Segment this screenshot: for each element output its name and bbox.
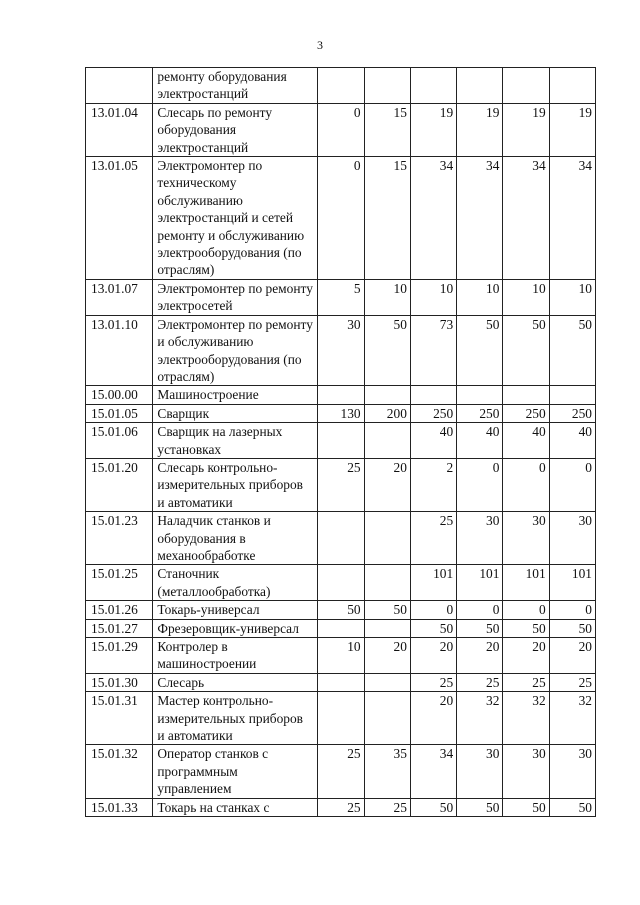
row-value (457, 386, 503, 404)
row-value: 20 (410, 638, 456, 674)
row-value: 50 (503, 315, 549, 386)
row-value: 50 (503, 798, 549, 816)
row-profession-name: ремонту оборудования электростанций (153, 68, 318, 104)
row-value (549, 386, 595, 404)
row-value: 10 (318, 638, 364, 674)
row-value (457, 68, 503, 104)
row-code: 15.01.33 (86, 798, 153, 816)
row-code: 15.01.32 (86, 745, 153, 798)
row-value: 0 (549, 458, 595, 511)
row-value (318, 386, 364, 404)
row-value: 34 (503, 157, 549, 280)
row-profession-name: Слесарь контрольно-измерительных приборов и автоматики (153, 458, 318, 511)
row-value (549, 68, 595, 104)
row-profession-name: Станочник (металлообработка) (153, 565, 318, 601)
row-value: 0 (318, 157, 364, 280)
row-value (364, 68, 410, 104)
row-value: 25 (457, 673, 503, 691)
row-profession-name: Фрезеровщик-универсал (153, 619, 318, 637)
row-code: 13.01.07 (86, 279, 153, 315)
table-row (86, 673, 596, 691)
row-value: 0 (457, 601, 503, 619)
row-value: 15 (364, 157, 410, 280)
row-value: 200 (364, 404, 410, 422)
row-value: 73 (410, 315, 456, 386)
row-value: 25 (410, 673, 456, 691)
row-value: 40 (549, 423, 595, 459)
row-code: 15.01.27 (86, 619, 153, 637)
table-row (86, 512, 596, 565)
row-value: 130 (318, 404, 364, 422)
row-code (86, 68, 153, 104)
row-profession-name: Токарь-универсал (153, 601, 318, 619)
row-value (364, 423, 410, 459)
row-value (318, 512, 364, 565)
row-value: 32 (503, 692, 549, 745)
row-value: 101 (457, 565, 503, 601)
row-value (503, 386, 549, 404)
row-profession-name: Наладчик станков и оборудования в механообработке (153, 512, 318, 565)
row-value: 10 (364, 279, 410, 315)
row-value: 10 (549, 279, 595, 315)
table-row (86, 279, 596, 315)
row-value (364, 619, 410, 637)
row-code: 15.01.20 (86, 458, 153, 511)
row-value: 50 (549, 798, 595, 816)
row-value: 25 (318, 458, 364, 511)
row-value (318, 423, 364, 459)
row-value: 250 (410, 404, 456, 422)
row-value: 5 (318, 279, 364, 315)
row-value: 30 (503, 512, 549, 565)
row-value: 2 (410, 458, 456, 511)
table-row (86, 423, 596, 459)
row-value: 101 (503, 565, 549, 601)
row-code: 15.01.30 (86, 673, 153, 691)
row-value: 101 (549, 565, 595, 601)
row-value: 30 (549, 512, 595, 565)
row-value: 30 (503, 745, 549, 798)
table-row (86, 692, 596, 745)
row-value: 0 (503, 601, 549, 619)
row-value: 30 (318, 315, 364, 386)
row-value: 250 (503, 404, 549, 422)
row-profession-name: Электромонтер по ремонту и обслуживанию электрооборудования (по отраслям) (153, 315, 318, 386)
row-code: 15.01.31 (86, 692, 153, 745)
row-value: 20 (549, 638, 595, 674)
row-value: 50 (549, 315, 595, 386)
row-value: 0 (457, 458, 503, 511)
row-value (503, 68, 549, 104)
row-value (318, 673, 364, 691)
row-value: 50 (503, 619, 549, 637)
table-row (86, 798, 596, 816)
profession-table (85, 67, 596, 817)
row-value: 30 (549, 745, 595, 798)
row-value: 32 (549, 692, 595, 745)
row-value: 34 (410, 745, 456, 798)
row-value: 50 (410, 619, 456, 637)
row-value: 25 (503, 673, 549, 691)
row-value: 10 (503, 279, 549, 315)
table-body (86, 68, 596, 817)
row-code: 15.01.06 (86, 423, 153, 459)
row-profession-name: Контролер в машиностроении (153, 638, 318, 674)
row-value (364, 692, 410, 745)
row-value (318, 565, 364, 601)
table-row (86, 601, 596, 619)
row-value (364, 565, 410, 601)
row-value: 50 (364, 315, 410, 386)
row-value: 0 (318, 103, 364, 156)
row-value: 40 (410, 423, 456, 459)
row-value: 50 (457, 315, 503, 386)
row-code: 15.01.25 (86, 565, 153, 601)
row-value: 25 (410, 512, 456, 565)
row-value: 30 (457, 512, 503, 565)
row-value: 34 (457, 157, 503, 280)
row-value: 40 (457, 423, 503, 459)
table-row (86, 157, 596, 280)
table-row (86, 315, 596, 386)
row-value: 19 (457, 103, 503, 156)
row-code: 13.01.10 (86, 315, 153, 386)
row-value: 19 (503, 103, 549, 156)
row-value (364, 673, 410, 691)
row-value (318, 692, 364, 745)
table-row (86, 638, 596, 674)
row-profession-name: Слесарь (153, 673, 318, 691)
row-value: 10 (410, 279, 456, 315)
row-value: 50 (410, 798, 456, 816)
row-value: 40 (503, 423, 549, 459)
table-row (86, 386, 596, 404)
row-value: 50 (318, 601, 364, 619)
row-value: 25 (318, 798, 364, 816)
row-value: 10 (457, 279, 503, 315)
row-value: 0 (410, 601, 456, 619)
table-row (86, 565, 596, 601)
row-profession-name: Электромонтер по ремонту электросетей (153, 279, 318, 315)
row-value: 20 (364, 458, 410, 511)
row-value (410, 68, 456, 104)
row-profession-name: Сварщик на лазерных установках (153, 423, 318, 459)
row-value: 250 (549, 404, 595, 422)
row-value: 20 (410, 692, 456, 745)
row-value: 50 (457, 619, 503, 637)
row-code: 13.01.05 (86, 157, 153, 280)
row-value: 250 (457, 404, 503, 422)
row-code: 15.01.05 (86, 404, 153, 422)
row-value: 20 (503, 638, 549, 674)
table-row (86, 458, 596, 511)
row-value (410, 386, 456, 404)
table-row (86, 68, 596, 104)
row-value: 34 (549, 157, 595, 280)
row-profession-name: Электромонтер по техническому обслуживанию электростанций и сетей ремонту и обслуживанию электрооборудования (по отраслям) (153, 157, 318, 280)
row-value: 0 (503, 458, 549, 511)
row-profession-name: Сварщик (153, 404, 318, 422)
table-row (86, 745, 596, 798)
row-profession-name: Токарь на станках с (153, 798, 318, 816)
row-profession-name: Оператор станков с программным управлением (153, 745, 318, 798)
row-value (318, 68, 364, 104)
row-value: 50 (549, 619, 595, 637)
row-value: 20 (364, 638, 410, 674)
row-value: 25 (364, 798, 410, 816)
table-row (86, 404, 596, 422)
row-profession-name: Слесарь по ремонту оборудования электростанций (153, 103, 318, 156)
row-code: 15.00.00 (86, 386, 153, 404)
row-value: 50 (364, 601, 410, 619)
row-profession-name: Машиностроение (153, 386, 318, 404)
table-row (86, 619, 596, 637)
row-code: 15.01.23 (86, 512, 153, 565)
row-value: 19 (410, 103, 456, 156)
row-value (364, 512, 410, 565)
row-value: 35 (364, 745, 410, 798)
page-number: 3 (317, 38, 323, 52)
row-value: 101 (410, 565, 456, 601)
table-row (86, 103, 596, 156)
row-value (364, 386, 410, 404)
row-value: 25 (318, 745, 364, 798)
row-value: 15 (364, 103, 410, 156)
row-profession-name: Мастер контрольно-измерительных приборов и автоматики (153, 692, 318, 745)
row-value: 30 (457, 745, 503, 798)
row-value: 32 (457, 692, 503, 745)
row-value: 34 (410, 157, 456, 280)
row-value: 20 (457, 638, 503, 674)
row-value: 25 (549, 673, 595, 691)
row-value: 0 (549, 601, 595, 619)
row-value: 19 (549, 103, 595, 156)
row-value: 50 (457, 798, 503, 816)
row-code: 13.01.04 (86, 103, 153, 156)
row-code: 15.01.26 (86, 601, 153, 619)
row-value (318, 619, 364, 637)
row-code: 15.01.29 (86, 638, 153, 674)
